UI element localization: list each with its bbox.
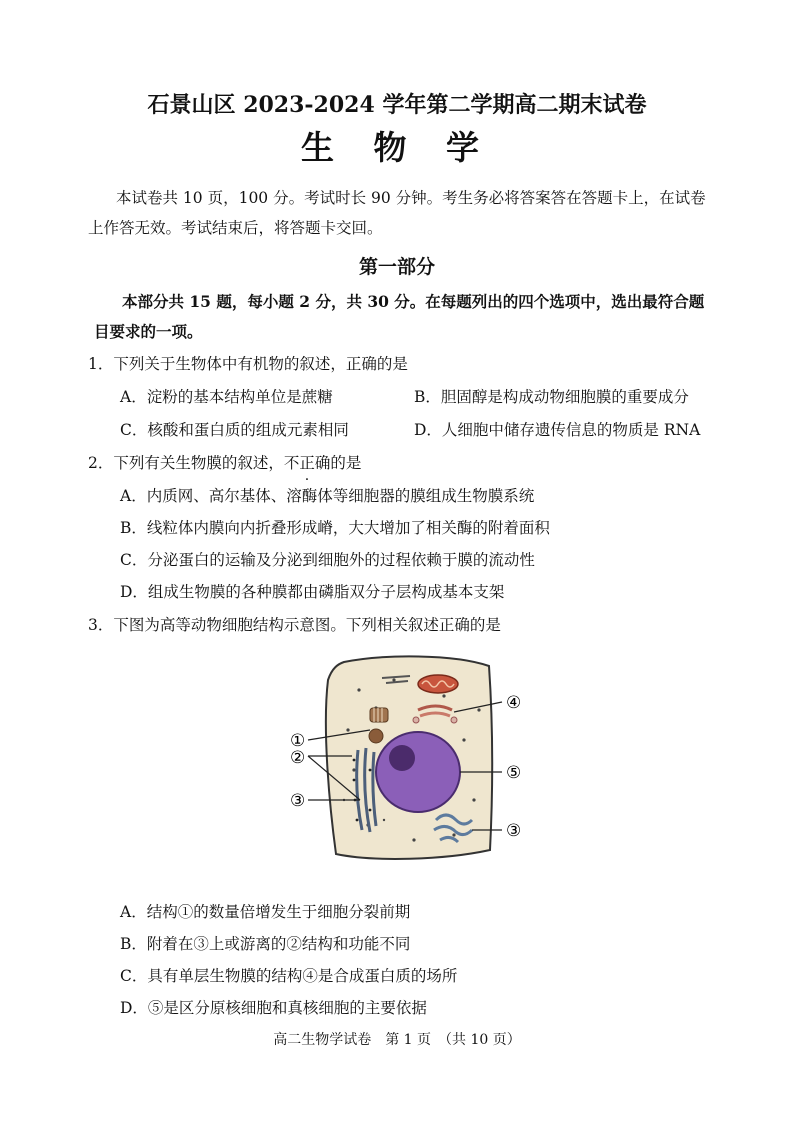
question-2-option-c: C．分泌蛋白的运输及分泌到细胞外的过程依赖于膜的流动性: [120, 551, 535, 569]
question-3-option-a: A．结构①的数量倍增发生于细胞分裂前期: [120, 903, 411, 921]
question-1-stem: 1．下列关于生物体中有机物的叙述，正确的是: [88, 355, 408, 373]
label-3-left: ③: [290, 791, 306, 811]
label-1: ①: [290, 731, 306, 751]
instructions-line-1: 本试卷共 10 页，100 分。考试时长 90 分钟。考生务必将答案答在答题卡上，在试卷: [116, 189, 706, 207]
part-title: 第一部分: [358, 256, 435, 278]
question-1-option-d: D．人细胞中储存遗传信息的物质是 RNA: [414, 421, 701, 439]
subject-title: 生 物 学: [301, 128, 493, 167]
question-1-option-c: C．核酸和蛋白质的组成元素相同: [120, 421, 349, 439]
question-3-option-c: C．具有单层生物膜的结构④是合成蛋白质的场所: [120, 967, 458, 985]
question-2-option-a: A．内质网、高尔基体、溶酶体等细胞器的膜组成生物膜系统: [120, 487, 535, 505]
instructions-line-2: 上作答无效。考试结束后，将答题卡交回。: [88, 219, 383, 237]
part-description-line-2: 目要求的一项。: [94, 322, 203, 341]
label-5: ⑤: [506, 763, 522, 783]
question-1-option-a: A．淀粉的基本结构单位是蔗糖: [120, 388, 333, 406]
question-2-stem-post: 的是: [330, 454, 362, 472]
question-1-option-b: B．胆固醇是构成动物细胞膜的重要成分: [414, 388, 689, 406]
structure-5-nucleus: [376, 732, 460, 812]
nucleolus: [389, 745, 415, 771]
question-3-stem: 3．下图为高等动物细胞结构示意图。下列相关叙述正确的是: [88, 616, 501, 634]
label-4: ④: [506, 693, 522, 713]
question-2-stem: [88, 451, 361, 473]
exam-title: 石景山区 2023-2024 学年第二学期高二期末试卷: [147, 92, 647, 118]
part-description-line-1: 本部分共 15 题，每小题 2 分，共 30 分。在每题列出的四个选项中，选出最符合题: [122, 292, 705, 311]
label-3-right: ③: [506, 821, 522, 841]
question-2-option-b: B．线粒体内膜向内折叠形成嵴，大大增加了相关酶的附着面积: [120, 519, 550, 537]
animal-cell-diagram: [284, 650, 534, 865]
question-2-stem-pre: 2．下列有关生物膜的叙述，: [88, 454, 284, 472]
question-3-option-d: D．⑤是区分原核细胞和真核细胞的主要依据: [120, 999, 427, 1017]
page-footer: 高二生物学试卷 第 1 页 （共 10 页）: [273, 1032, 521, 1048]
label-2: ②: [290, 748, 306, 768]
question-2-stem-emphasis: 不正确: [283, 454, 331, 472]
question-3-option-b: B．附着在③上或游离的②结构和功能不同: [120, 935, 411, 953]
question-2-option-d: D．组成生物膜的各种膜都由磷脂双分子层构成基本支架: [120, 583, 505, 601]
